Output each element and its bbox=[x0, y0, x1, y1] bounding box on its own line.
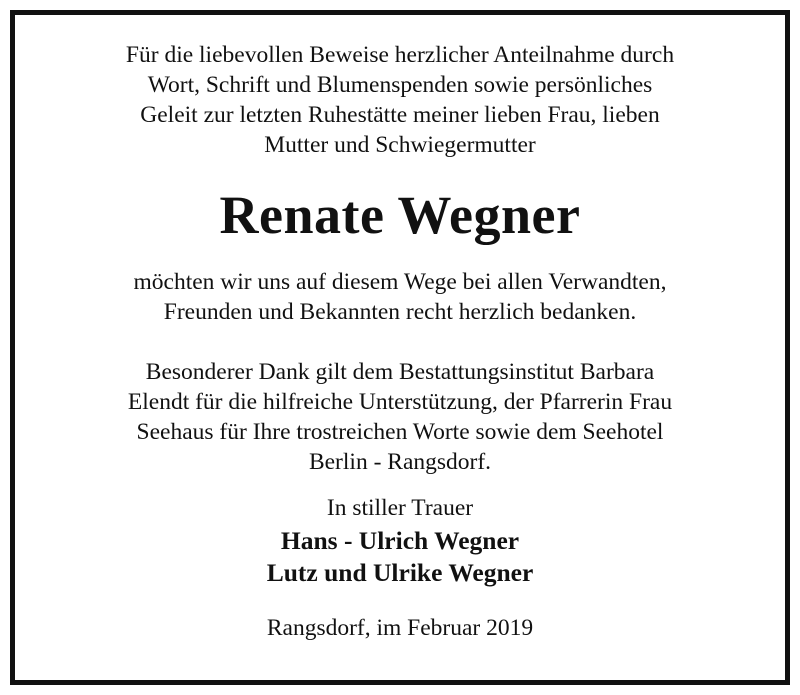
thanks-line: Freunden und Bekannten recht herzlich bedanken. bbox=[163, 299, 637, 325]
intro-paragraph bbox=[15, 40, 785, 160]
obituary-frame bbox=[10, 10, 790, 685]
special-thanks-paragraph bbox=[15, 357, 785, 477]
special-thanks-line: Seehaus für Ihre trostreichen Worte sowie dem Seehotel bbox=[136, 419, 664, 445]
thanks-line: möchten wir uns auf diesem Wege bei allen Verwandten, bbox=[133, 269, 667, 295]
special-thanks-line: Berlin - Rangsdorf. bbox=[308, 449, 492, 475]
signer-name: Hans - Ulrich Wegner bbox=[280, 526, 520, 555]
thanks-paragraph bbox=[15, 267, 785, 327]
signer-name: Lutz und Ulrike Wegner bbox=[266, 558, 534, 587]
mourning-label: In stiller Trauer bbox=[326, 495, 474, 521]
intro-line: Mutter und Schwiegermutter bbox=[264, 132, 536, 158]
special-thanks-line: Elendt für die hilfreiche Unterstützung, der Pfarrerin Frau bbox=[127, 389, 673, 415]
place-date: Rangsdorf, im Februar 2019 bbox=[266, 615, 534, 641]
obituary-content bbox=[15, 15, 785, 680]
intro-line: Wort, Schrift und Blumenspenden sowie persönliches bbox=[147, 72, 653, 98]
intro-line: Geleit zur letzten Ruhestätte meiner lieben Frau, lieben bbox=[140, 102, 660, 128]
special-thanks-line: Besonderer Dank gilt dem Bestattungsinstitut Barbara bbox=[145, 359, 655, 385]
intro-line: Für die liebevollen Beweise herzlicher Anteilnahme durch bbox=[125, 42, 675, 68]
deceased-name: Renate Wegner bbox=[219, 185, 581, 245]
signers-block bbox=[15, 525, 785, 589]
